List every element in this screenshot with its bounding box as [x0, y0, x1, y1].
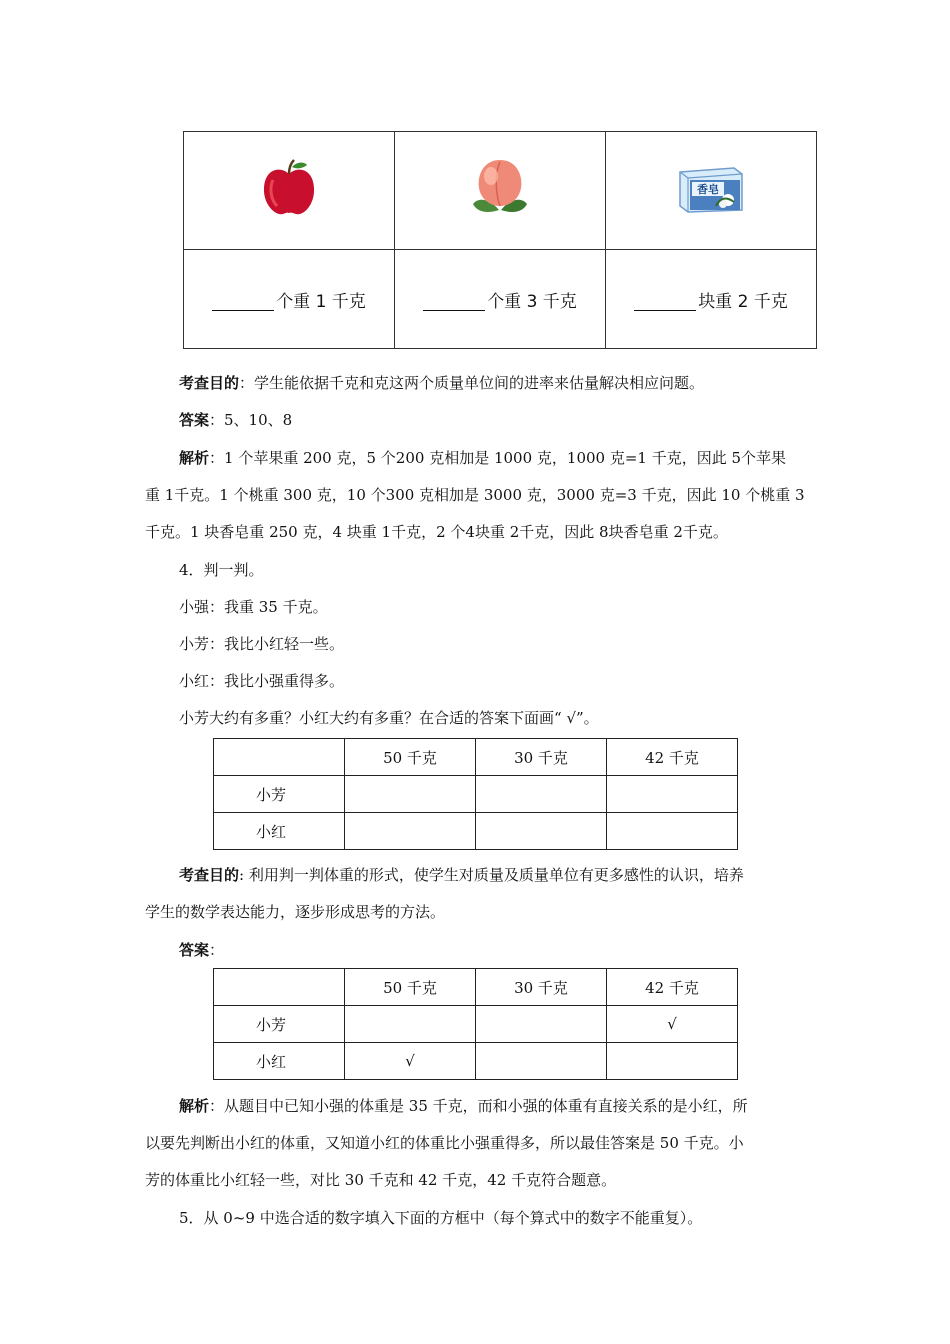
answer-cell[interactable] [476, 813, 607, 850]
answer-cell[interactable] [607, 776, 738, 813]
col-header: 42 千克 [607, 739, 738, 776]
col-header: 42 千克 [607, 969, 738, 1006]
answer-cell[interactable] [345, 813, 476, 850]
q4-purpose: 考查目的: 利用判一判体重的形式，使学生对质量及质量单位有更多感性的认识，培养 [179, 866, 744, 884]
check-cell [476, 1043, 607, 1080]
q4-analysis-line: 以要先判断出小红的体重，又知道小红的体重比小强重得多，所以最佳答案是 50 千克。小 [145, 1134, 744, 1152]
header-empty-cell [214, 739, 345, 776]
answer-cell[interactable] [345, 776, 476, 813]
apple-cell [184, 132, 395, 250]
col-header: 50 千克 [345, 739, 476, 776]
q3-analysis-line: 千克。1 块香皂重 250 克，4 块重 1千克，2 个4块重 2千克，因此 8块香皂重 2千克。 [145, 523, 728, 541]
q4-answer-label: 答案： [179, 941, 225, 959]
answer-blank[interactable] [212, 292, 274, 311]
row-header: 小红 [214, 1043, 345, 1080]
check-cell [476, 1006, 607, 1043]
check-cell [607, 1043, 738, 1080]
q3-analysis-line: 解析：1 个苹果重 200 克，5 个200 克相加是 1000 克，1000 克=1 千克，因此 5个苹果 [179, 449, 787, 467]
col-header: 30 千克 [476, 969, 607, 1006]
svg-text:香皂: 香皂 [697, 182, 719, 196]
row-header: 小红 [214, 813, 345, 850]
q3-answer: 答案：5、10、8 [179, 411, 293, 429]
answer-blank[interactable] [423, 292, 485, 311]
header-empty-cell [214, 969, 345, 1006]
answer-cell[interactable] [476, 776, 607, 813]
q4-question-table [213, 738, 738, 850]
col-header: 50 千克 [345, 969, 476, 1006]
q4-title: 4．判一判。 [179, 561, 264, 579]
q5-title: 5．从 0~9 中选合适的数字填入下面的方框中（每个算式中的数字不能重复）。 [179, 1209, 703, 1227]
q3-analysis-line: 重 1千克。1 个桃重 300 克，10 个300 克相加是 3000 克，3000 克=3 千克，因此 10 个桃重 3 [145, 486, 805, 504]
row-header: 小芳 [214, 776, 345, 813]
q4-analysis: 解析：从题目中已知小强的体重是 35 千克，而和小强的体重有直接关系的是小红，所 [179, 1097, 748, 1115]
q4-purpose-line: 学生的数学表达能力，逐步形成思考的方法。 [145, 903, 446, 921]
soap-icon [676, 162, 746, 216]
apple-label-cell: 个重 1 千克 [184, 250, 395, 349]
row-header: 小芳 [214, 1006, 345, 1043]
apple-icon [259, 158, 319, 220]
peach-cell [395, 132, 606, 250]
q3-purpose: 考查目的：学生能依据千克和克这两个质量单位间的进率来估量解决相应问题。 [179, 374, 705, 392]
peach-label-cell: 个重 3 千克 [395, 250, 606, 349]
answer-blank[interactable] [634, 292, 696, 311]
q4-answer-table [213, 968, 738, 1080]
q4-statement: 小芳：我比小红轻一些。 [179, 635, 345, 653]
check-cell: √ [345, 1043, 476, 1080]
soap-label-cell: 块重 2 千克 [606, 250, 817, 349]
answer-cell[interactable] [607, 813, 738, 850]
q4-prompt: 小芳大约有多重？小红大约有多重？在合适的答案下面画“ √”。 [179, 709, 599, 727]
col-header: 30 千克 [476, 739, 607, 776]
check-cell: √ [607, 1006, 738, 1043]
q4-statement: 小强：我重 35 千克。 [179, 598, 328, 616]
q4-statement: 小红：我比小强重得多。 [179, 672, 345, 690]
soap-cell [606, 132, 817, 250]
peach-icon [465, 156, 535, 222]
weight-estimate-table [183, 131, 817, 349]
check-cell [345, 1006, 476, 1043]
q4-analysis-line: 芳的体重比小红轻一些，对比 30 千克和 42 千克，42 千克符合题意。 [145, 1171, 617, 1189]
